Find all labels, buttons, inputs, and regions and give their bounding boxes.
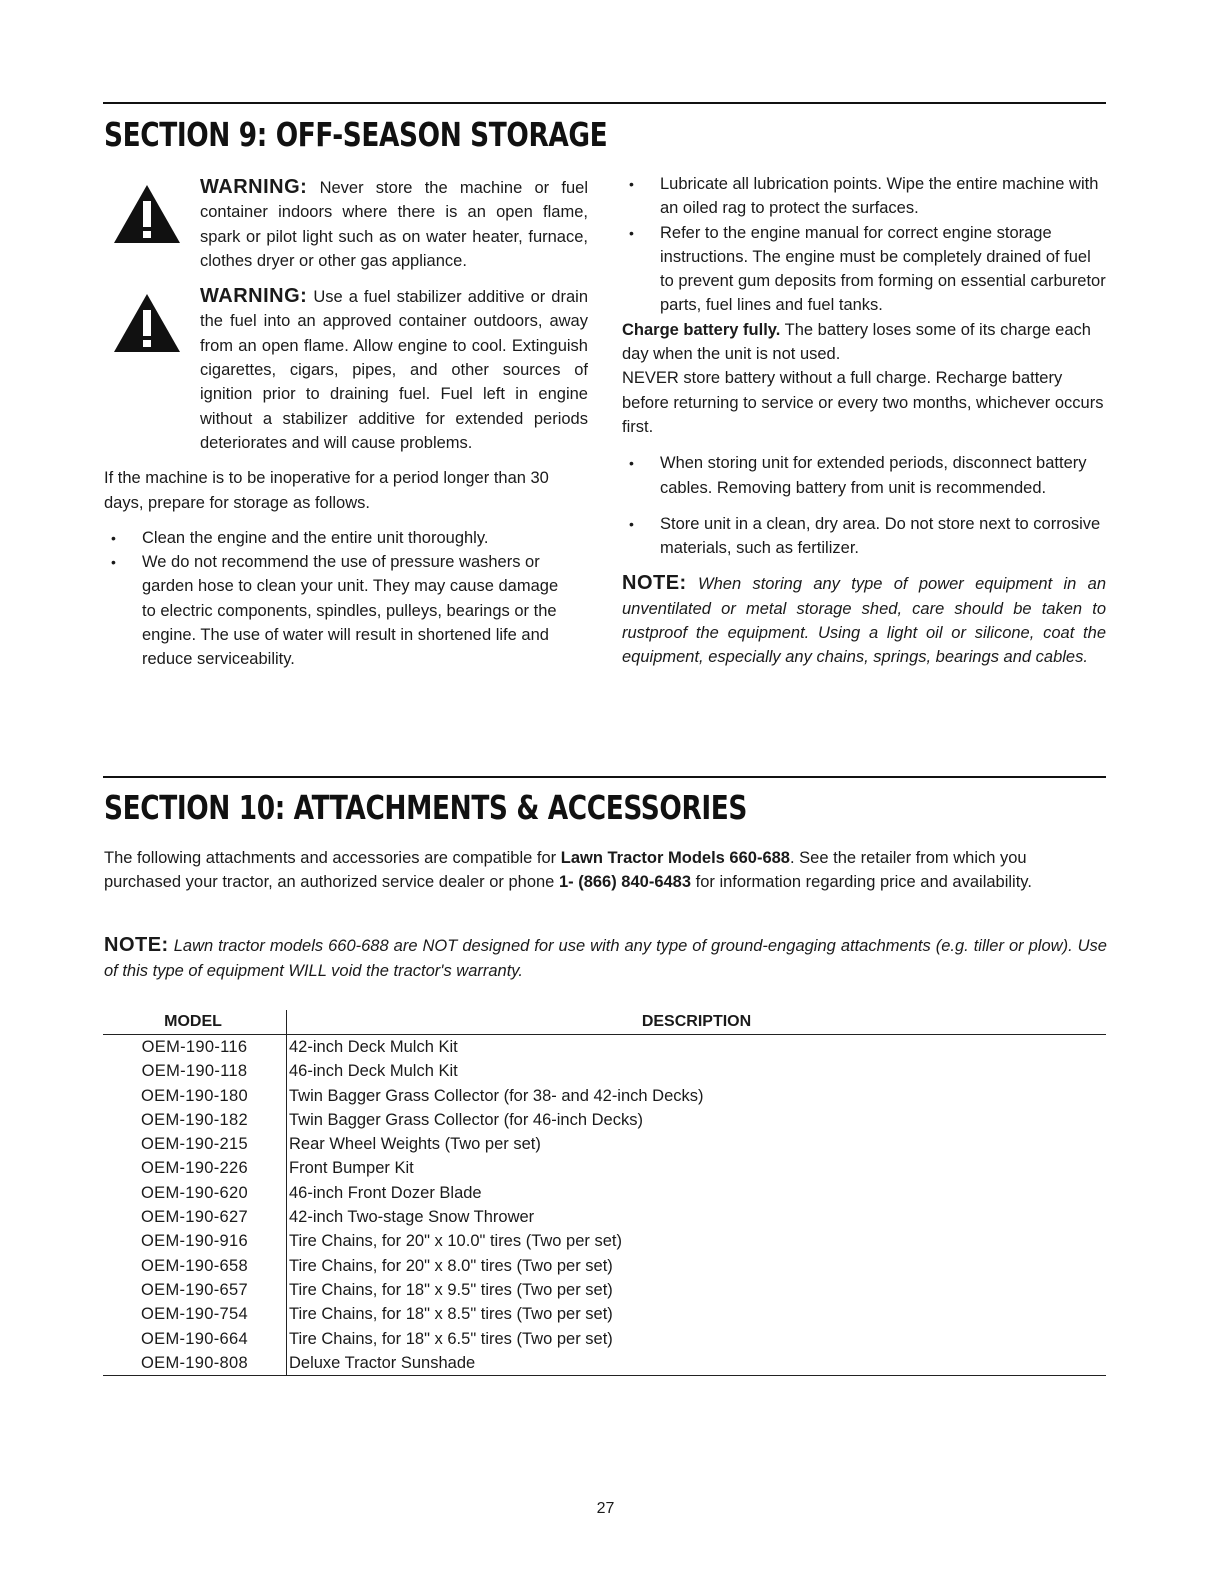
table-row bbox=[103, 1035, 1106, 1060]
note-text: Lawn tractor models 660-688 are NOT designed for use with any type of ground-engaging attachments (e.g. tiller or plow). Use of this type of equipment WILL void the tractor's warranty. bbox=[104, 937, 1107, 980]
model-cell: OEM-190-180 bbox=[103, 1084, 287, 1108]
intro-text: . See the retailer from which you purchased your tractor, an authorized service dealer or phone bbox=[104, 849, 1027, 892]
section10-top-rule bbox=[103, 776, 1106, 778]
warning-label: WARNING: bbox=[200, 176, 308, 198]
storage-right-bullets-2 bbox=[622, 451, 1106, 560]
section9-top-rule bbox=[103, 102, 1106, 104]
warning-text: Never store the machine or fuel container indoors where there is an open flame, spark or pilot light such as on water heater, furnace, clothes dryer or other gas appliance. bbox=[200, 179, 588, 270]
section10-note bbox=[104, 933, 1107, 984]
intro-text: The following attachments and accessories are compatible for bbox=[104, 849, 561, 867]
model-cell: OEM-190-658 bbox=[103, 1254, 287, 1278]
model-cell: OEM-190-627 bbox=[103, 1205, 287, 1229]
description-cell: Twin Bagger Grass Collector (for 38- and 42-inch Decks) bbox=[289, 1086, 704, 1105]
model-cell: OEM-190-116 bbox=[103, 1035, 287, 1060]
table-row bbox=[103, 1156, 1106, 1180]
list-item: • Lubricate all lubrication points. Wipe the entire machine with an oiled rag to protect the surfaces. bbox=[622, 172, 1106, 221]
description-cell: Tire Chains, for 20" x 10.0" tires (Two per set) bbox=[289, 1232, 622, 1251]
note-label: NOTE: bbox=[104, 934, 169, 956]
description-cell: 42-inch Deck Mulch Kit bbox=[289, 1038, 458, 1056]
description-cell: Tire Chains, for 18" x 6.5" tires (Two per set) bbox=[289, 1329, 613, 1348]
description-cell: Tire Chains, for 18" x 8.5" tires (Two per set) bbox=[289, 1305, 613, 1324]
phone-number: 1- (866) 840-6483 bbox=[558, 873, 692, 892]
warning-block-1 bbox=[104, 175, 588, 273]
note-text: When storing any type of power equipment in an unventilated or metal storage shed, care should be taken to rustproof the equipment. Using a light oil or silicone, coat the equipment, especially any chains, springs, bearings and cables. bbox=[622, 575, 1106, 667]
table-header-row bbox=[103, 1010, 1106, 1035]
model-cell: OEM-190-657 bbox=[103, 1278, 287, 1302]
section10-intro bbox=[104, 846, 1107, 895]
table-row bbox=[103, 1181, 1106, 1205]
model-cell: OEM-190-118 bbox=[103, 1059, 287, 1083]
description-cell: Tire Chains, for 20" x 8.0" tires (Two per set) bbox=[289, 1256, 613, 1275]
list-item: • When storing unit for extended periods, disconnect battery cables. Removing battery from unit is recommended. bbox=[622, 451, 1106, 500]
model-cell: OEM-190-182 bbox=[103, 1108, 287, 1132]
table-row bbox=[103, 1108, 1106, 1132]
table-row bbox=[103, 1351, 1106, 1376]
description-cell: 46-inch Deck Mulch Kit bbox=[289, 1062, 458, 1081]
warning-triangle-icon bbox=[112, 183, 182, 245]
table-row bbox=[103, 1059, 1106, 1083]
storage-left-bullets bbox=[104, 526, 588, 672]
warning-text: Use a fuel stabilizer additive or drain the fuel into an approved container outdoors, away from an open flame. Allow engine to cool. Extinguish cigarettes, cigars, pipes, and other sources of ignition prior to draining fuel. Fuel left in engine without a stabilizer additive for extended periods deteriorates and will cause problems. bbox=[200, 288, 588, 452]
model-cell: OEM-190-215 bbox=[103, 1132, 287, 1156]
table-row bbox=[103, 1084, 1106, 1108]
storage-note bbox=[622, 571, 1106, 669]
list-item: • Refer to the engine manual for correct engine storage instructions. The engine must be completely drained of fuel to prevent gum deposits from forming on essential carburetor parts, fuel lines and fuel tanks. bbox=[622, 221, 1106, 318]
section9-left-column bbox=[104, 175, 588, 672]
model-cell: OEM-190-226 bbox=[103, 1156, 287, 1180]
page-number: 27 bbox=[596, 1500, 615, 1517]
description-cell: Tire Chains, for 18" x 9.5" tires (Two per set) bbox=[289, 1280, 613, 1299]
warning-block-2 bbox=[104, 284, 588, 455]
model-cell: OEM-190-620 bbox=[103, 1181, 287, 1205]
table-row bbox=[103, 1327, 1106, 1351]
warning-label: WARNING: bbox=[200, 285, 308, 308]
intro-text: for information regarding price and availability. bbox=[691, 873, 1032, 892]
table-row bbox=[103, 1302, 1106, 1326]
model-cell: OEM-190-808 bbox=[103, 1351, 287, 1376]
warning-triangle-icon bbox=[112, 292, 182, 354]
description-cell: Twin Bagger Grass Collector (for 46-inch Decks) bbox=[289, 1110, 643, 1129]
list-item: • Clean the engine and the entire unit thoroughly. bbox=[104, 526, 588, 550]
table-row bbox=[103, 1205, 1106, 1229]
section9-title: SECTION 9: OFF-SEASON STORAGE bbox=[104, 115, 608, 154]
table-row bbox=[103, 1278, 1106, 1302]
model-cell: OEM-190-754 bbox=[103, 1302, 287, 1326]
column-header-description: DESCRIPTION bbox=[287, 1010, 1107, 1035]
list-item: • We do not recommend the use of pressure washers or garden hose to clean your unit. They may cause damage to electric components, spindles, pulleys, bearings or the engine. The use of water will result in shortened life and reduce serviceability. bbox=[104, 550, 588, 671]
model-cell: OEM-190-664 bbox=[103, 1327, 287, 1351]
table-row bbox=[103, 1132, 1106, 1156]
storage-intro: If the machine is to be inoperative for a period longer than 30 days, prepare for storage as follows. bbox=[104, 469, 549, 512]
description-cell: Deluxe Tractor Sunshade bbox=[287, 1351, 1107, 1376]
list-item: • Store unit in a clean, dry area. Do not store next to corrosive materials, such as fertilizer. bbox=[622, 512, 1106, 561]
battery-paragraph bbox=[622, 318, 1106, 367]
accessories-table bbox=[103, 1010, 1106, 1376]
model-range: Lawn Tractor Models 660-688 bbox=[560, 849, 790, 867]
description-cell: 46-inch Front Dozer Blade bbox=[289, 1183, 482, 1202]
section10-title: SECTION 10: ATTACHMENTS & ACCESSORIES bbox=[104, 788, 748, 827]
battery-label: Charge battery fully. bbox=[622, 320, 781, 339]
note-label: NOTE: bbox=[622, 572, 687, 595]
section9-right-column bbox=[622, 172, 1106, 670]
storage-right-bullets-1 bbox=[622, 172, 1106, 318]
column-header-model: MODEL bbox=[103, 1010, 287, 1035]
description-cell: Front Bumper Kit bbox=[289, 1159, 414, 1178]
battery-never-paragraph: NEVER store battery without a full charge. Recharge battery before returning to service or every two months, whichever occurs first. bbox=[622, 369, 1104, 436]
table-row bbox=[103, 1229, 1106, 1253]
battery-text: The battery loses some of its charge each day when the unit is not used. bbox=[622, 320, 1091, 364]
description-cell: 42-inch Two-stage Snow Thrower bbox=[289, 1208, 535, 1227]
description-cell: Rear Wheel Weights (Two per set) bbox=[289, 1135, 541, 1154]
table-row bbox=[103, 1254, 1106, 1278]
model-cell: OEM-190-916 bbox=[103, 1229, 287, 1253]
